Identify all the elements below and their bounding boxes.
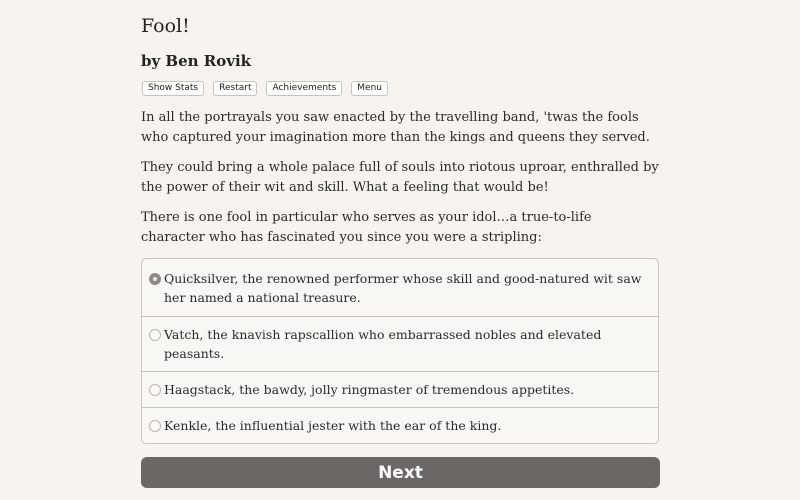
- game-container: [141, 12, 659, 488]
- choice-label: Vatch, the knavish rapscallion who embarrassed nobles and elevated peasants.: [164, 327, 602, 361]
- toolbar: [141, 81, 659, 96]
- story-paragraph: They could bring a whole palace full of souls into riotous uproar, enthralled by the power of their wit and skill. What a feeling that would be!: [141, 160, 659, 195]
- choice-option-kenkle[interactable]: [142, 407, 658, 443]
- choice-option-haagstack[interactable]: [142, 371, 658, 407]
- radio-button[interactable]: [149, 329, 161, 341]
- radio-button[interactable]: [149, 420, 161, 432]
- radio-button[interactable]: [149, 384, 161, 396]
- game-author: by Ben Rovik: [141, 52, 252, 70]
- story-paragraph: There is one fool in particular who serves as your idol…a true-to-life character who has fascinated you since you were a stripling:: [141, 210, 592, 245]
- choice-label: Haagstack, the bawdy, jolly ringmaster of tremendous appetites.: [164, 382, 575, 397]
- story-passage: [141, 108, 659, 248]
- choice-option-quicksilver[interactable]: [142, 259, 658, 316]
- choice-label: Quicksilver, the renowned performer whose skill and good-natured wit saw her named a national treasure.: [164, 271, 642, 305]
- choice-option-vatch[interactable]: [142, 316, 658, 371]
- game-title: Fool!: [141, 15, 190, 37]
- radio-button[interactable]: [149, 273, 161, 285]
- choice-label: Kenkle, the influential jester with the ear of the king.: [164, 418, 502, 433]
- menu-button[interactable]: Menu: [351, 81, 388, 96]
- restart-button[interactable]: Restart: [213, 81, 257, 96]
- achievements-button[interactable]: Achievements: [266, 81, 342, 96]
- show-stats-button[interactable]: Show Stats: [142, 81, 204, 96]
- story-paragraph: In all the portrayals you saw enacted by the travelling band, 'twas the fools who captured your imagination more than the kings and queens they served.: [141, 110, 650, 145]
- next-button[interactable]: Next: [141, 457, 660, 488]
- choice-list: [141, 258, 659, 444]
